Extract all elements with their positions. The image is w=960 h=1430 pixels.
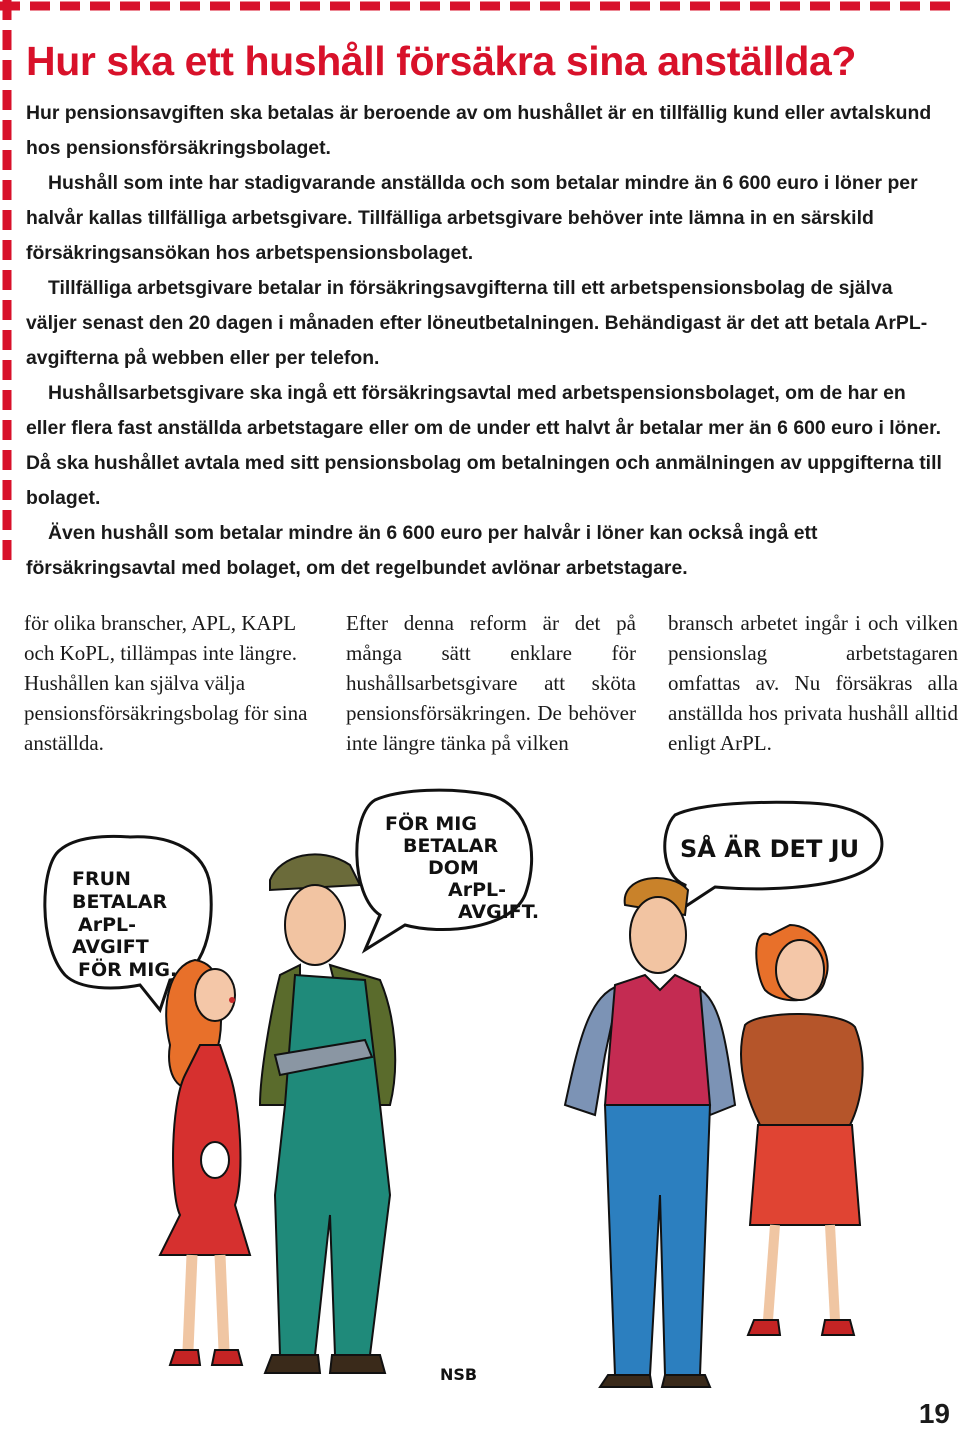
man-red-vest-figure	[565, 878, 735, 1387]
bubble-middle-line: ArPL-	[448, 879, 506, 901]
intro-section	[26, 96, 942, 586]
intro-paragraph: Även hushåll som betalar mindre än 6 600 euro per halvår i löner kan också ingå ett försäkringsavtal med bolaget, om det regelbundet avlönar arbetstagare.	[26, 522, 818, 579]
bubble-middle-line: DOM	[428, 857, 479, 879]
bubble-left-line: AVGIFT	[72, 936, 149, 958]
bubble-right-line: SÅ ÄR DET JU	[680, 835, 860, 863]
column-2	[346, 608, 636, 758]
bubble-middle-line: AVGIFT.	[458, 901, 540, 923]
intro-paragraph: Hur pensionsavgiften ska betalas är beroende av om hushållet är en tillfällig kund eller avtalskund hos pensionsförsäkringsbolaget.	[26, 102, 932, 159]
page-number: 19	[918, 1398, 950, 1429]
column-text: bransch arbetet ingår i och vilken pensionslag arbetstagaren omfattas av. Nu försäkras alla anställda hos privata hushåll alltid enligt ArPL.	[668, 611, 958, 755]
bubble-middle-line: FÖR MIG	[385, 813, 477, 835]
cartoon-illustration	[20, 775, 940, 1415]
woman-brown-top-figure	[741, 925, 863, 1335]
intro-paragraph: Hushållsarbetsgivare ska ingå ett försäkringsavtal med arbetspensionsbolaget, om de har en eller flera fast anställda arbetstagare eller om de under ett halvt år betalar mer än 6 600 euro i löner. Då ska hushållet avtala med sitt pensionsbolag om betalningen och anmälningen av uppgifterna till bolaget.	[26, 382, 942, 509]
intro-paragraph: Tillfälliga arbetsgivare betalar in försäkringsavgifterna till ett arbetspensionsbolag de själva väljer senast den 20 dagen i månaden efter löneutbetalningen. Behändigast är det att betala ArPL-avgifterna på webben eller per telefon.	[26, 277, 928, 369]
bubble-left-line: FÖR MIG.	[78, 959, 178, 981]
page-heading: Hur ska ett hushåll försäkra sina anställda?	[26, 38, 857, 84]
woman-red-dress-figure	[160, 960, 250, 1365]
column-3	[668, 608, 958, 758]
bubble-left-line: ArPL-	[78, 914, 136, 936]
top-dashed-border	[0, 0, 960, 12]
bubble-left-line: FRUN	[72, 868, 131, 890]
column-1	[24, 608, 322, 758]
column-text: för olika branscher, APL, KAPL och KoPL, tillämpas inte längre. Hushållen kan själva välja pensionsförsäkringsbolag för sina anställda.	[24, 611, 308, 755]
bubble-middle-line: BETALAR	[403, 835, 499, 857]
column-text: Efter denna reform är det på många sätt enklare för hushållsarbetsgivare att sköta pensionsförsäkringen. De behöver inte längre tänka på vilken	[346, 611, 636, 755]
speech-bubble-middle	[357, 790, 539, 950]
bubble-left-line: BETALAR	[72, 891, 168, 913]
artist-signature: NSB	[440, 1365, 478, 1384]
intro-paragraph: Hushåll som inte har stadigvarande anställda och som betalar mindre än 6 600 euro i löner per halvår kallas tillfälliga arbetsgivare. Tillfälliga arbetsgivare behöver inte lämna in en särskild försäkringsansökan hos arbetspensionsbolaget.	[26, 172, 918, 264]
speech-bubble-right	[665, 802, 882, 910]
left-dashed-border	[0, 0, 14, 570]
